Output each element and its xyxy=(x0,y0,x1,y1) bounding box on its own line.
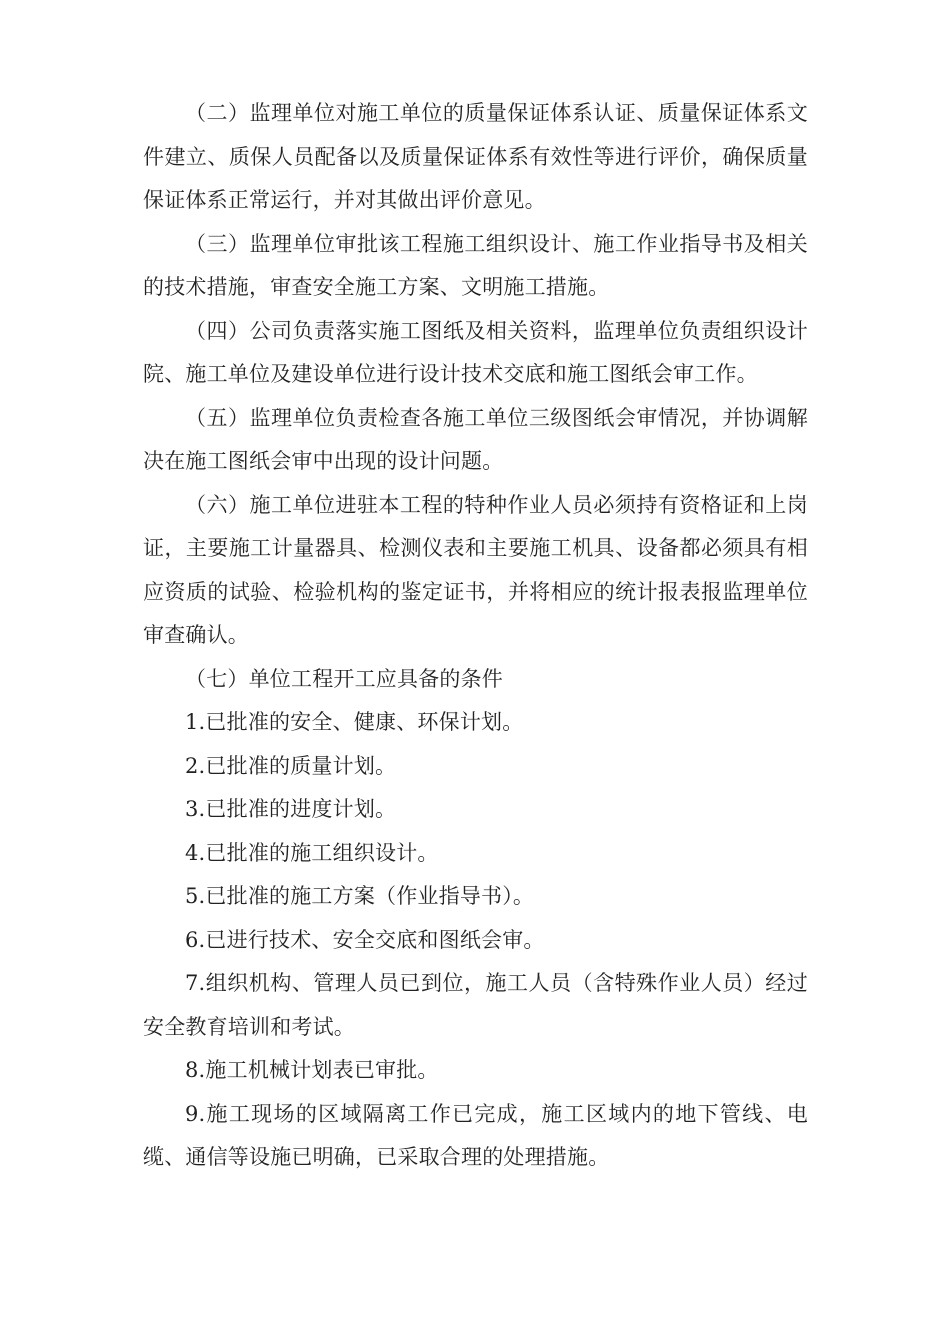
list-item-8: 8.施工机械计划表已审批。 xyxy=(185,1058,439,1082)
list-item-2: 2.已批准的质量计划。 xyxy=(185,753,397,778)
paragraph-3: （三）监理单位审批该工程施工组织设计、施工作业指导书及相关的技术措施，审查安全施工方案、文明施工措施。 xyxy=(143,231,808,299)
list-item-3: 3.已批准的进度计划。 xyxy=(185,797,397,821)
paragraph-4: （四）公司负责落实施工图纸及相关资料，监理单位负责组织设计院、施工单位及建设单位进行设计技术交底和施工图纸会审工作。 xyxy=(143,318,808,386)
list-item-9: 9.施工现场的区域隔离工作已完成，施工区域内的地下管线、电缆、通信等设施已明确，已采取合理的处理措施。 xyxy=(143,1101,808,1169)
paragraph-5: （五）监理单位负责检查各施工单位三级图纸会审情况，并协调解决在施工图纸会审中出现的设计问题。 xyxy=(143,405,808,473)
list-item-6: 6.已进行技术、安全交底和图纸会审。 xyxy=(185,927,545,952)
paragraph-2: （二）监理单位对施工单位的质量保证体系认证、质量保证体系文件建立、质保人员配备以及质量保证体系有效性等进行评价，确保质量保证体系正常运行，并对其做出评价意见。 xyxy=(143,101,808,212)
paragraph-7-heading: （七）单位工程开工应具备的条件 xyxy=(185,666,503,691)
list-item-5: 5.已批准的施工方案（作业指导书）。 xyxy=(185,884,535,908)
list-item-1: 1.已批准的安全、健康、环保计划。 xyxy=(185,710,524,734)
paragraph-6: （六）施工单位进驻本工程的特种作业人员必须持有资格证和上岗证，主要施工计量器具、检测仪表和主要施工机具、设备都必须具有相应资质的试验、检验机构的鉴定证书，并将相应的统计报表报监理单位审查确认。 xyxy=(143,492,808,647)
list-item-7: 7.组织机构、管理人员已到位，施工人员（含特殊作业人员）经过安全教育培训和考试。 xyxy=(143,971,808,1039)
list-item-4: 4.已批准的施工组织设计。 xyxy=(185,840,439,865)
document-body xyxy=(143,92,808,1180)
